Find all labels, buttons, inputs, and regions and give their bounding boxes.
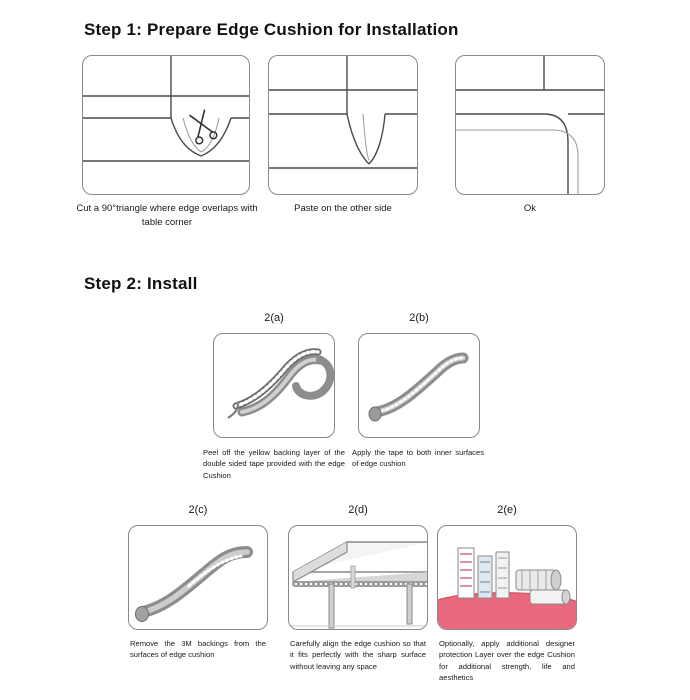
caption-2e: Optionally, apply additional designer protection Layer over the edge Cushion for additional strength, life and aesthetics (439, 639, 575, 683)
step-2-heading: Step 2: Install (84, 274, 198, 293)
figure-2d-align-cushion (288, 525, 428, 630)
figure-2e-designer-layer (437, 525, 577, 630)
label-2e: 2(e) (497, 504, 517, 516)
caption-step1-paste-other-side: Paste on the other side (294, 203, 392, 214)
figure-2b-apply-tape (358, 333, 480, 438)
figure-step1-ok (455, 55, 605, 195)
caption-step1-ok: Ok (523, 203, 537, 214)
caption-step1-cut-triangle: Cut a 90°triangle where edge overlaps with table corner (76, 203, 258, 228)
figure-2a-peel-backing (213, 333, 335, 438)
diagram-finished-corner (456, 56, 605, 195)
diagram-peel-backing (214, 334, 335, 438)
diagram-paste-other-side (269, 56, 418, 195)
caption-2c: Remove the 3M backings from the surfaces of edge cushion (130, 639, 266, 660)
diagram-remove-backing (129, 526, 268, 630)
label-2a: 2(a) (264, 312, 284, 324)
scissors-icon (187, 109, 218, 145)
figure-2c-remove-3m-backing (128, 525, 268, 630)
figure-step1-cut-triangle (82, 55, 250, 195)
caption-2d: Carefully align the edge cushion so that it fits perfectly with the sharp surface without leaving any space (290, 639, 426, 671)
diagram-cut-triangle (83, 56, 250, 195)
figure-step1-paste-other-side (268, 55, 418, 195)
diagram-align-on-table (289, 526, 428, 630)
step-1-heading: Step 1: Prepare Edge Cushion for Installation (84, 20, 459, 39)
caption-2b: Apply the tape to both inner surfaces of edge cushion (352, 448, 484, 469)
diagram-apply-tape (359, 334, 480, 438)
label-2d: 2(d) (348, 504, 368, 516)
diagram-designer-rolls (438, 526, 577, 630)
label-2c: 2(c) (188, 504, 208, 516)
label-2b: 2(b) (409, 312, 429, 324)
caption-2a: Peel off the yellow backing layer of the double sided tape provided with the edge Cushion (203, 448, 345, 480)
